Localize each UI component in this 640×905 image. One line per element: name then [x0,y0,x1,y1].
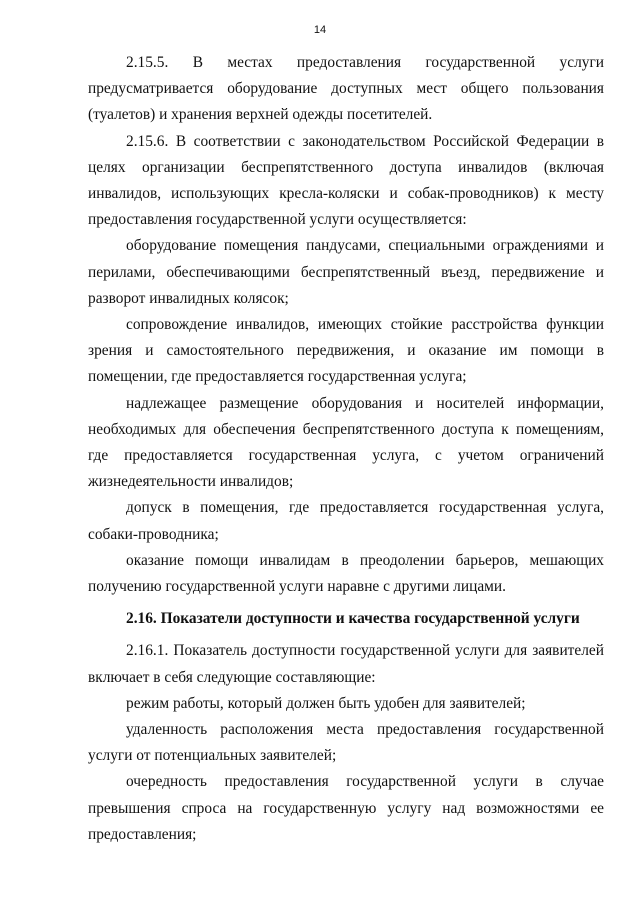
list-item-guide-dog: допуск в помещения, где предоставляется государственная услуга, собаки-проводника; [88,499,604,543]
list-item-escort: сопровождение инвалидов, имеющих стойкие расстройства функции зрения и самостоятельного передвижения, и оказание им помощи в помещении, где предоставляется государственная услуга; [88,316,604,386]
paragraph-2-16-1: 2.16.1. Показатель доступности государственной услуги для заявителей включает в себя следующие составляющие: [88,642,604,686]
list-item-queue: очередность предоставления государственной услуги в случае превышения спроса на государственную услугу над возможностями ее предоставления; [88,773,604,843]
list-item-distance: удаленность расположения места предоставления государственной услуги от потенциальных заявителей; [88,721,604,765]
list-item-ramps: оборудование помещения пандусами, специальными ограждениями и перилами, обеспечивающими беспрепятственный въезд, передвижение и разворот инвалидных колясок; [88,237,604,307]
list-item-equipment: надлежащее размещение оборудования и носителей информации, необходимых для обеспечения беспрепятственного доступа к помещениям, где предоставляется государственная услуга, с учетом ограничений жизнедеятельности инвалидов; [88,394,604,491]
document-body [88,50,604,848]
list-item-assistance: оказание помощи инвалидам в преодолении барьеров, мешающих получению государственной услуги наравне с другими лицами. [88,551,604,596]
paragraph-2-15-5: 2.15.5. В местах предоставления государственной услуги предусматривается оборудование доступных мест общего пользования (туалетов) и хранения верхней одежды посетителей. [88,54,604,124]
section-heading-2-16: 2.16. Показатели доступности и качества государственной услуги [126,610,580,628]
paragraph-2-15-6: 2.15.6. В соответствии с законодательством Российской Федерации в целях организации беспрепятственного доступа инвалидов (включая инвалидов, использующих кресла-коляски и собак-проводников) к месту предоставления государственной услуги осуществляется: [88,132,604,229]
page-number: 14 [313,24,327,36]
list-item-schedule: режим работы, который должен быть удобен для заявителей; [126,694,526,712]
